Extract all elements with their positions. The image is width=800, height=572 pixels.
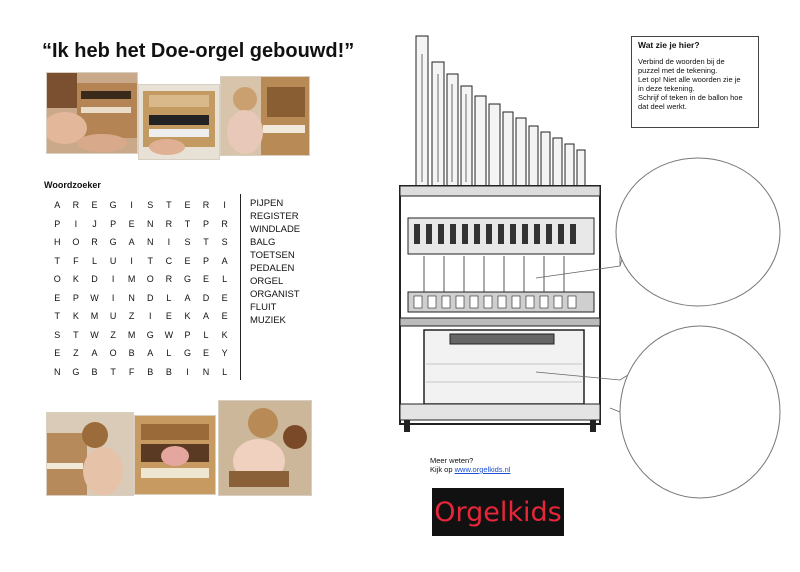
grid-letter[interactable]: M <box>90 311 99 321</box>
grid-letter[interactable]: O <box>109 348 117 358</box>
grid-letter[interactable]: T <box>54 255 61 266</box>
grid-letter[interactable]: L <box>222 366 228 377</box>
photo-kids-building-organ-1 <box>46 72 138 154</box>
grid-letter[interactable]: E <box>184 200 191 210</box>
grid-letter[interactable]: B <box>91 366 98 377</box>
grid-letter[interactable]: L <box>203 329 209 340</box>
photo-kids-building-organ-2 <box>218 400 312 496</box>
grid-letter[interactable]: W <box>164 329 174 340</box>
grid-letter[interactable]: E <box>184 255 191 266</box>
grid-letter[interactable]: E <box>221 311 228 321</box>
info-line: Verbind de woorden bij de <box>638 57 725 66</box>
grid-letter[interactable]: A <box>184 292 191 303</box>
grid-letter[interactable]: F <box>73 255 79 266</box>
word-list-item: WINDLADE <box>250 224 301 235</box>
page-title: “Ik heb het Doe-orgel gebouwd!” <box>42 40 355 62</box>
grid-letter[interactable]: O <box>72 237 80 247</box>
grid-letter[interactable]: I <box>74 218 78 229</box>
word-list-item: BALG <box>250 237 276 248</box>
grid-letter[interactable]: Y <box>221 348 228 358</box>
orgelkids-logo <box>432 488 564 536</box>
grid-letter[interactable]: S <box>54 329 61 340</box>
word-list-item: ORGANIST <box>250 289 300 300</box>
grid-letter[interactable]: D <box>202 292 210 303</box>
grid-letter[interactable]: E <box>54 292 61 303</box>
grid-letter[interactable]: A <box>91 348 98 358</box>
photo-girl-at-organ-1 <box>220 76 310 156</box>
grid-letter[interactable]: J <box>92 218 97 229</box>
grid-letter[interactable]: R <box>91 237 98 247</box>
photo-girl-at-organ-2 <box>46 412 134 496</box>
grid-letter[interactable]: L <box>91 255 97 266</box>
grid-letter[interactable]: P <box>203 218 210 229</box>
word-list <box>250 197 300 327</box>
grid-letter[interactable]: O <box>53 274 61 284</box>
grid-letter[interactable]: I <box>130 255 133 266</box>
grid-letter[interactable]: E <box>165 311 172 321</box>
grid-letter[interactable]: N <box>54 366 61 377</box>
info-box <box>631 36 759 128</box>
balloon-bottom[interactable] <box>620 326 780 498</box>
grid-letter[interactable]: E <box>203 274 210 284</box>
word-list-item: TOETSEN <box>250 250 295 261</box>
pointer-line-bottom <box>536 372 628 380</box>
grid-letter[interactable]: K <box>221 329 228 340</box>
word-list-item: MUZIEK <box>250 315 286 326</box>
word-search-grid <box>48 196 234 381</box>
info-line: dat deel werkt. <box>638 102 687 111</box>
grid-letter[interactable]: L <box>166 292 172 303</box>
grid-letter[interactable]: E <box>221 292 228 303</box>
grid-letter[interactable]: K <box>184 311 191 321</box>
grid-letter[interactable]: U <box>109 311 117 321</box>
grid-letter[interactable]: T <box>54 311 61 321</box>
info-line: in deze tekening. <box>638 84 695 93</box>
orgelkids-link[interactable]: www.orgelkids.nl <box>454 465 511 474</box>
grid-letter[interactable]: C <box>165 255 173 266</box>
grid-letter[interactable]: P <box>184 329 191 340</box>
grid-letter[interactable]: I <box>130 200 133 210</box>
grid-letter[interactable]: S <box>221 237 228 247</box>
grid-letter[interactable]: B <box>147 366 154 377</box>
grid-letter[interactable]: I <box>186 366 189 377</box>
grid-letter[interactable]: A <box>147 348 154 358</box>
grid-letter[interactable]: I <box>223 200 226 210</box>
grid-letter[interactable]: F <box>128 366 135 377</box>
grid-letter[interactable]: I <box>111 274 115 284</box>
grid-letter[interactable]: L <box>166 348 172 358</box>
word-list-item: REGISTER <box>250 211 299 222</box>
grid-letter[interactable]: E <box>128 218 135 229</box>
grid-letter[interactable]: K <box>72 311 79 321</box>
grid-letter[interactable]: K <box>72 274 79 284</box>
grid-letter[interactable]: O <box>146 274 154 284</box>
grid-letter[interactable]: D <box>91 274 98 284</box>
grid-letter[interactable]: P <box>72 292 79 303</box>
grid-letter[interactable]: E <box>54 348 61 358</box>
callout-balloons <box>520 150 800 510</box>
more-info-prefix: Kijk op <box>430 465 455 474</box>
grid-letter[interactable]: N <box>147 237 154 247</box>
grid-letter[interactable]: I <box>167 237 171 247</box>
info-line: Let op! Niet alle woorden zie je <box>638 75 741 84</box>
grid-letter[interactable]: B <box>128 348 135 358</box>
grid-letter[interactable]: U <box>109 255 117 266</box>
word-search-heading: Woordzoeker <box>44 180 101 190</box>
grid-letter[interactable]: G <box>109 200 117 210</box>
grid-letter[interactable]: E <box>91 200 98 210</box>
grid-letter[interactable]: T <box>184 218 191 229</box>
word-list-item: FLUIT <box>250 302 277 313</box>
word-search-divider <box>240 194 241 380</box>
grid-letter[interactable]: Z <box>73 348 79 358</box>
grid-letter[interactable]: N <box>147 218 154 229</box>
grid-letter[interactable]: G <box>109 237 117 247</box>
grid-letter[interactable]: S <box>184 237 191 247</box>
grid-letter[interactable]: Z <box>110 329 116 340</box>
grid-letter[interactable]: P <box>54 218 61 229</box>
grid-letter[interactable]: T <box>73 329 79 340</box>
grid-letter[interactable]: S <box>147 200 154 210</box>
grid-letter[interactable]: R <box>202 200 210 210</box>
word-list-item: PIJPEN <box>250 198 284 209</box>
info-line: puzzel met de tekening. <box>638 66 718 75</box>
balloon-top[interactable] <box>616 158 780 306</box>
grid-letter[interactable]: M <box>127 274 136 284</box>
grid-letter[interactable]: R <box>221 218 228 229</box>
word-list-item: PEDALEN <box>250 263 295 274</box>
grid-letter[interactable]: G <box>183 274 191 284</box>
grid-letter[interactable]: H <box>54 237 61 247</box>
grid-letter[interactable]: A <box>221 255 228 266</box>
grid-letter[interactable]: I <box>111 292 115 303</box>
grid-letter[interactable]: G <box>72 366 80 377</box>
grid-letter[interactable]: M <box>127 329 136 340</box>
grid-letter[interactable]: T <box>110 366 116 377</box>
grid-letter[interactable]: R <box>165 274 173 284</box>
grid-letter[interactable]: R <box>72 200 80 210</box>
grid-letter[interactable]: T <box>203 237 209 247</box>
grid-letter[interactable]: G <box>146 329 154 340</box>
grid-letter[interactable]: A <box>128 237 135 247</box>
grid-letter[interactable]: I <box>149 311 152 321</box>
grid-letter[interactable]: L <box>222 274 228 284</box>
grid-letter[interactable]: P <box>203 255 210 266</box>
more-info-heading: Meer weten? <box>430 456 474 465</box>
info-line: Schrijf of teken in de ballon hoe <box>638 93 743 102</box>
grid-letter[interactable]: R <box>165 218 173 229</box>
grid-letter[interactable]: D <box>147 292 154 303</box>
grid-letter[interactable]: Z <box>128 311 135 321</box>
grid-letter[interactable]: P <box>110 218 117 229</box>
word-list-item: ORGEL <box>250 276 284 287</box>
grid-letter[interactable]: W <box>90 329 99 340</box>
grid-letter[interactable]: N <box>202 366 210 377</box>
grid-letter[interactable]: N <box>128 292 135 303</box>
grid-letter[interactable]: T <box>147 255 154 266</box>
grid-letter[interactable]: W <box>90 292 99 303</box>
info-box-title: Wat zie je hier? <box>638 40 700 50</box>
photo-organ-keyboard-1 <box>138 84 220 160</box>
grid-letter[interactable]: G <box>183 348 191 358</box>
grid-letter[interactable]: E <box>203 348 210 358</box>
grid-letter[interactable]: A <box>54 200 61 210</box>
grid-letter[interactable]: B <box>165 366 172 377</box>
grid-letter[interactable]: T <box>166 200 172 210</box>
grid-letter[interactable]: A <box>203 311 210 321</box>
more-info <box>430 456 510 474</box>
photo-organ-keyboard-2 <box>134 415 216 495</box>
logo-text: Orgelkids <box>434 496 562 528</box>
